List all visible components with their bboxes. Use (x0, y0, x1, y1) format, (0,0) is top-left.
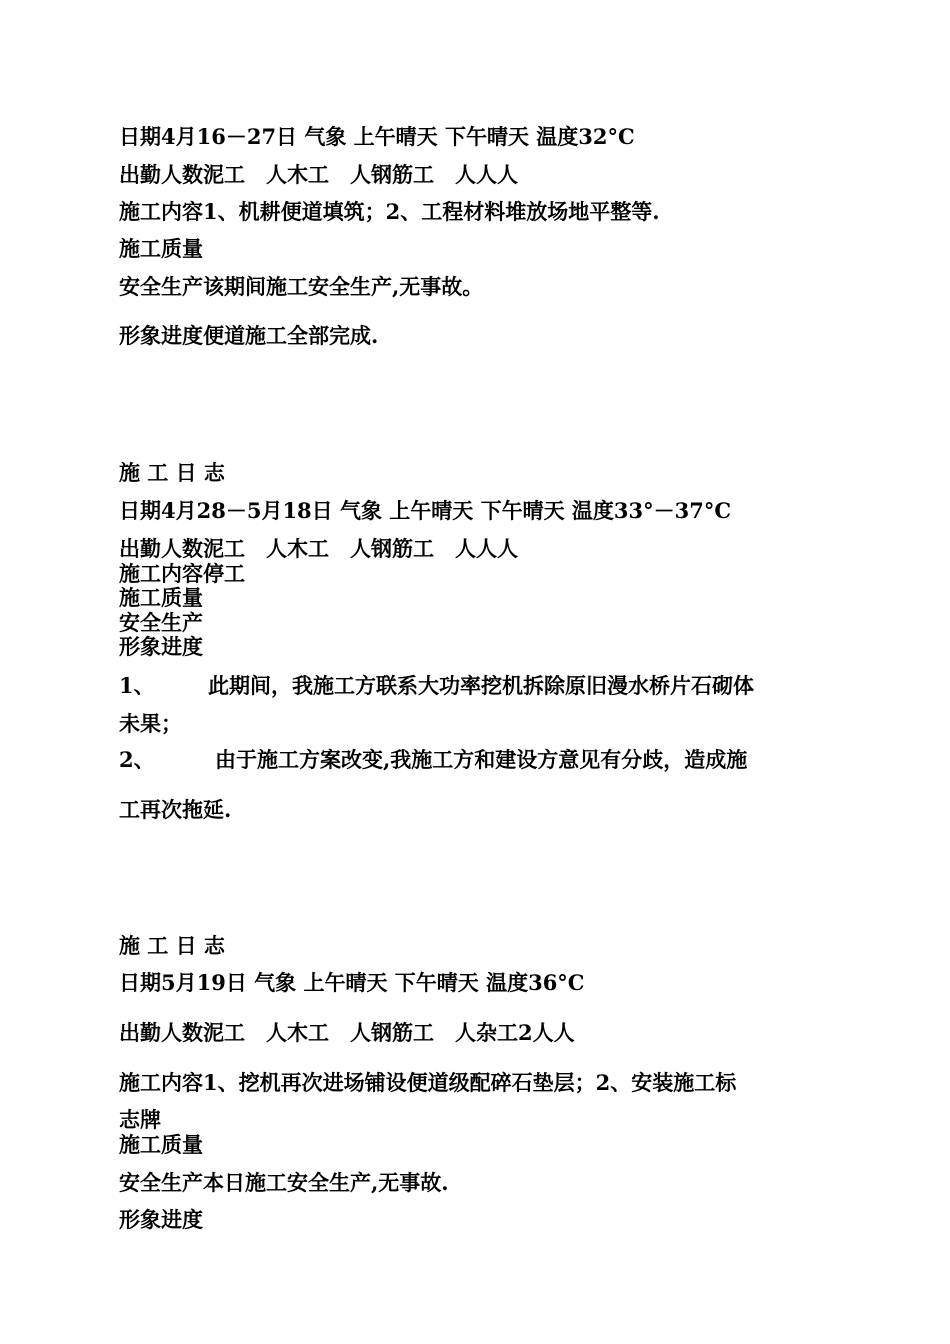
entry1-attendance: 出勤人数泥工 人木工 人钢筋工 人人人 (119, 162, 518, 187)
entry3-date-weather: 日期5月19日 气象 上午晴天 下午晴天 温度36°C (119, 970, 585, 995)
entry3-content: 施工内容1、挖机再次进场铺设便道级配碎石垫层；2、安装施工标 (119, 1070, 737, 1095)
entry2-item1-text: 此期间，我施工方联系大功率挖机拆除原旧漫水桥片石砌体 (208, 673, 754, 698)
entry3-progress: 形象进度 (119, 1207, 203, 1232)
entry2-item2-continuation: 工再次拖延. (119, 797, 232, 822)
entry1-progress: 形象进度便道施工全部完成. (119, 323, 379, 348)
entry1-safety: 安全生产该期间施工安全生产,无事故。 (119, 274, 484, 299)
entry3-content-continuation: 志牌 (119, 1107, 161, 1132)
entry2-item2-text: 由于施工方案改变,我施工方和建设方意见有分歧，造成施 (215, 747, 748, 772)
entry2-item1-continuation: 未果； (119, 711, 182, 736)
entry2-item1-number: 1、 (119, 673, 155, 698)
entry1-content: 施工内容1、机耕便道填筑；2、工程材料堆放场地平整等. (119, 199, 660, 224)
entry2-date-weather: 日期4月28－5月18日 气象 上午晴天 下午晴天 温度33°－37°C (119, 498, 732, 523)
entry3-title: 施 工 日 志 (119, 933, 225, 958)
entry3-attendance: 出勤人数泥工 人木工 人钢筋工 人杂工2人人 (119, 1020, 575, 1045)
entry1-quality: 施工质量 (119, 236, 203, 261)
entry1-date-weather: 日期4月16－27日 气象 上午晴天 下午晴天 温度32°C (119, 124, 635, 149)
entry2-attendance: 出勤人数泥工 人木工 人钢筋工 人人人 (119, 536, 518, 561)
entry2-title: 施 工 日 志 (119, 460, 225, 485)
entry2-quality: 施工质量 (119, 585, 203, 610)
entry2-safety: 安全生产 (119, 610, 203, 635)
entry3-safety: 安全生产本日施工安全生产,无事故. (119, 1170, 449, 1195)
entry2-item2-number: 2、 (119, 747, 155, 772)
entry2-content: 施工内容停工 (119, 561, 245, 586)
entry2-progress: 形象进度 (119, 634, 203, 659)
entry3-quality: 施工质量 (119, 1132, 203, 1157)
